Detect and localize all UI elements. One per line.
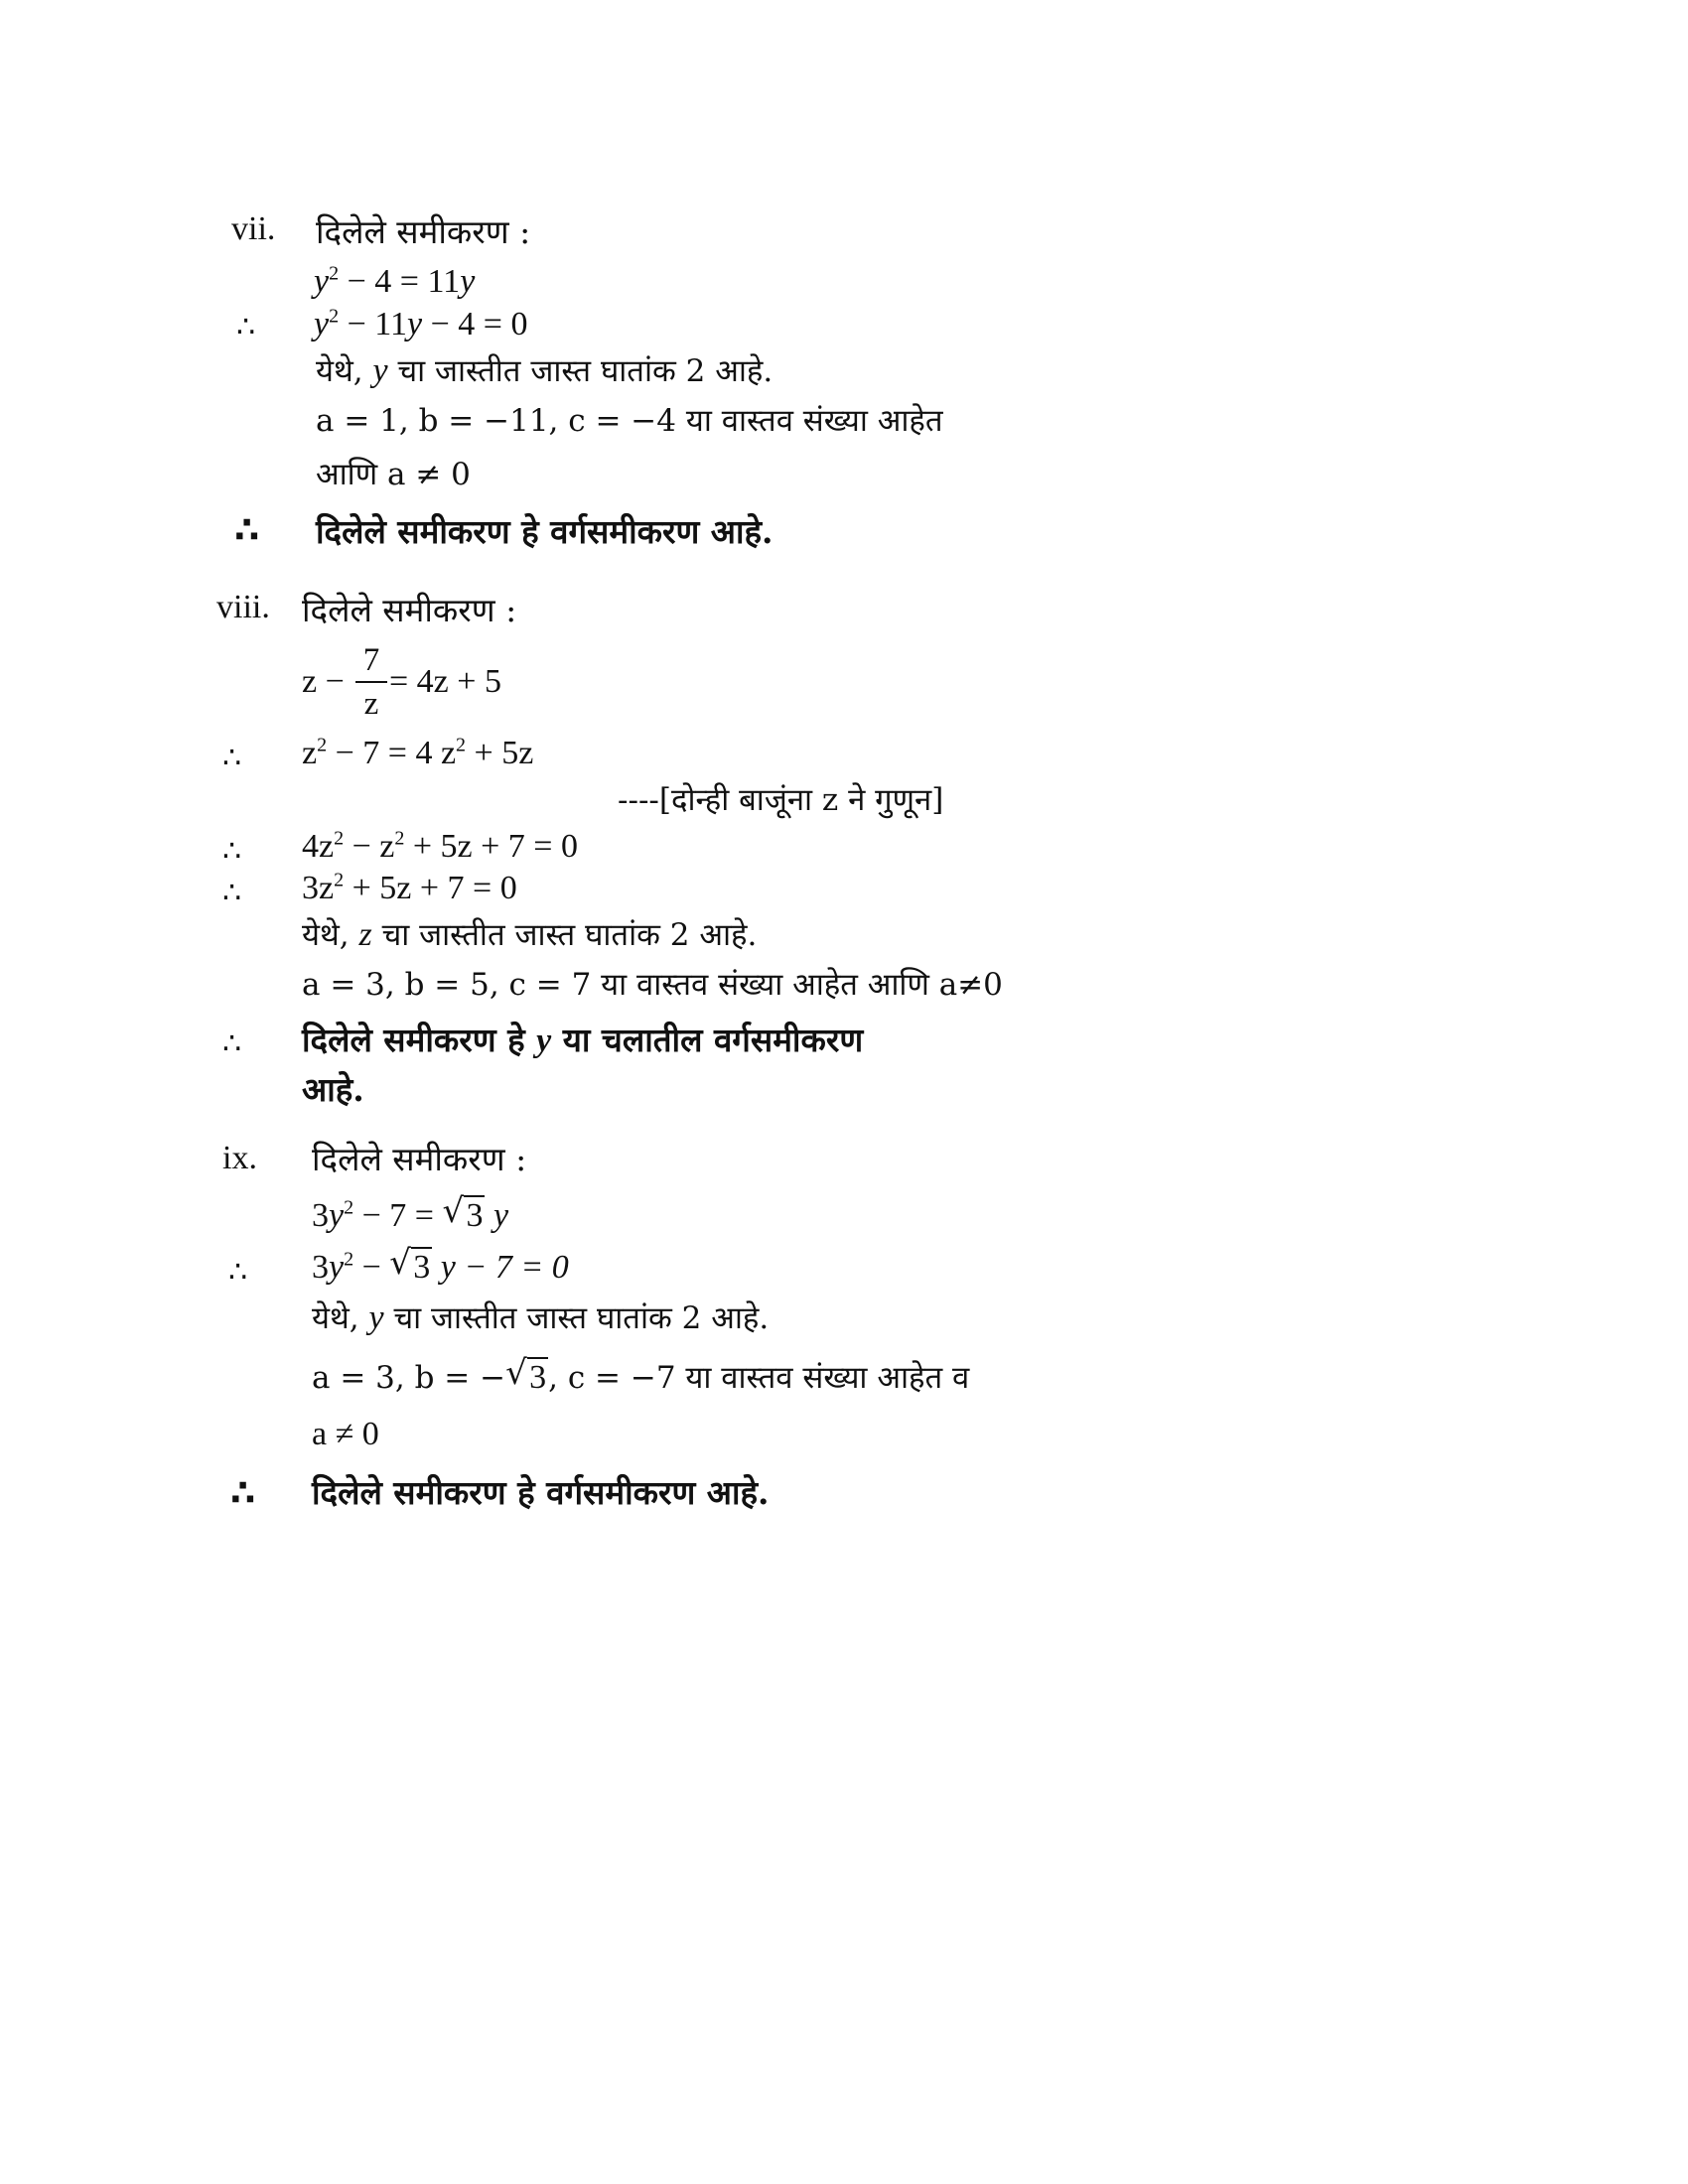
degree-note: येथे, z चा जास्तीत जास्त घातांक 2 आहे. [302, 916, 758, 953]
fraction: 7 z [355, 641, 387, 723]
therefore-symbol: ∴ [236, 310, 256, 344]
square-root: √ 3 [442, 1191, 484, 1234]
degree-note: येथे, y चा जास्तीत जास्त घातांक 2 आहे. [312, 1299, 770, 1336]
coefficients-line: a = 3, b = 5, c = 7 या वास्तव संख्या आहेत आणि a≠0 [302, 967, 1003, 1003]
coefficients-line: a = 1, b = −11, c = −4 या वास्तव संख्या आहेत [316, 403, 943, 439]
conclusion: दिलेले समीकरण हे y या चलातील वर्गसमीकरण [302, 1021, 864, 1059]
conclusion-continued: आहे. [302, 1070, 364, 1109]
therefore-symbol: ∴ [234, 510, 260, 551]
therefore-symbol: ∴ [222, 834, 242, 869]
equation-line: $y^2 - 4 = 11y$ [314, 262, 476, 300]
item-label-ix: ix. [222, 1140, 257, 1176]
degree-note: येथे, y चा जास्तीत जास्त घातांक 2 आहे. [316, 352, 774, 389]
equation-rhs: = 4z + 5 [389, 663, 501, 700]
equation-line: $z^2 - 7 = 4$ $z^2 + 5z$ [302, 734, 534, 771]
coefficients-condition: a ≠ 0 [312, 1416, 379, 1452]
equation-line: $3y^2$ − √ 3 y − 7 = 0 [312, 1243, 569, 1286]
given-equation-heading: दिलेले समीकरण : [316, 212, 531, 251]
therefore-symbol: ∴ [222, 1026, 242, 1061]
therefore-symbol: ∴ [230, 1473, 256, 1514]
equation-line: $y^2 - 11y - 4 = 0$ [314, 305, 528, 342]
given-equation-heading: दिलेले समीकरण : [312, 1140, 527, 1178]
therefore-symbol: ∴ [228, 1255, 248, 1290]
item-label-viii: viii. [216, 589, 270, 625]
step-reason: ----[दोन्ही बाजूंना z ने गुणून] [618, 782, 944, 818]
coefficients-line: a = 3, b = − √ 3, c = −7 या वास्तव संख्या आहेत व [312, 1353, 970, 1396]
conclusion: दिलेले समीकरण हे वर्गसमीकरण आहे. [316, 512, 774, 551]
therefore-symbol: ∴ [222, 741, 242, 775]
square-root: √ 3 [505, 1353, 547, 1396]
equation-line: $4z^2 - z^2 + 5z + 7 = 0$ [302, 827, 578, 865]
item-label-vii: vii. [231, 210, 276, 247]
coefficients-condition: आणि a ≠ 0 [316, 457, 471, 492]
equation-line: $3y^2 - 7$ = √ 3 y [312, 1191, 509, 1234]
equation-line: $3z^2 + 5z + 7 = 0$ [302, 869, 517, 906]
square-root: √ 3 [389, 1243, 431, 1286]
therefore-symbol: ∴ [222, 876, 242, 910]
given-equation-heading: दिलेले समीकरण : [302, 591, 517, 629]
equation-line: z − [302, 663, 345, 700]
conclusion: दिलेले समीकरण हे वर्गसमीकरण आहे. [312, 1473, 770, 1512]
